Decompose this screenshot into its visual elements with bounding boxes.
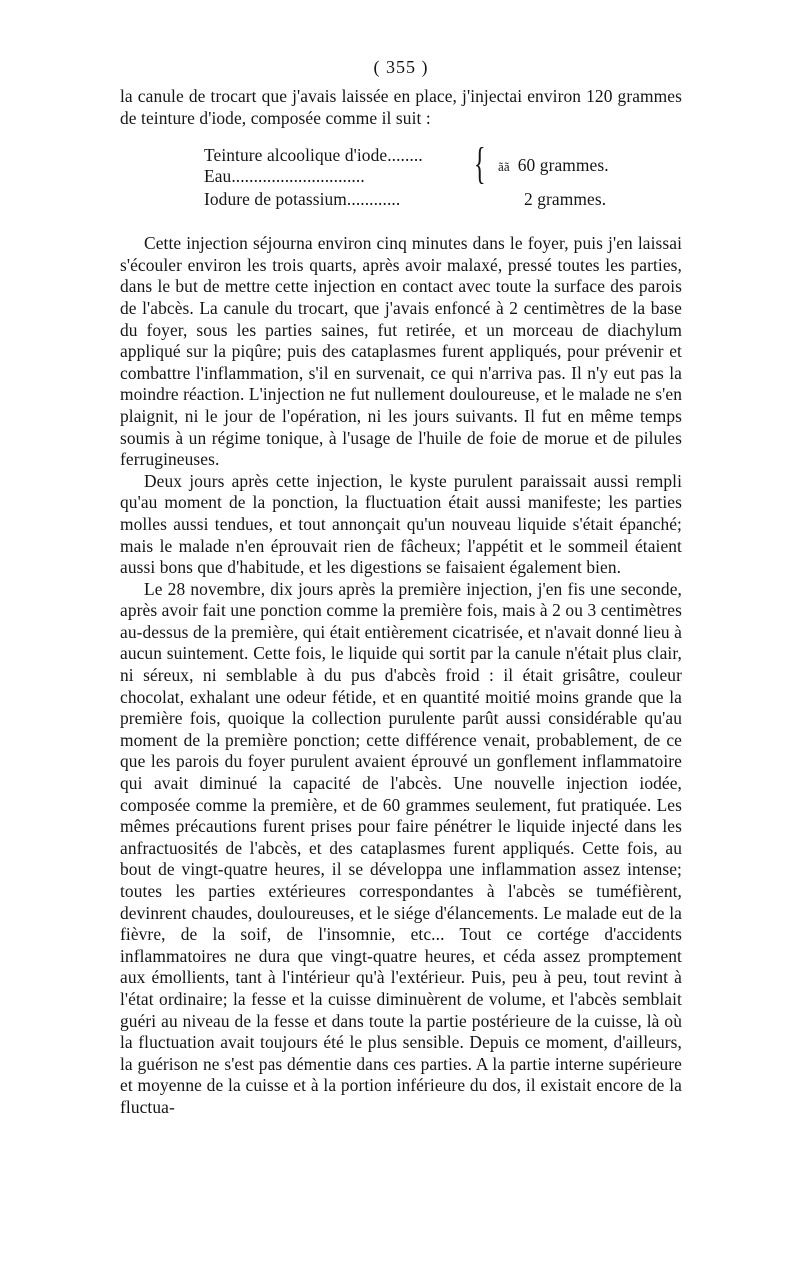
recipe-formula (120, 139, 682, 215)
book-page (120, 56, 682, 1119)
recipe-line-iodide: Iodure de potassium............ (204, 189, 401, 210)
recipe-dose-equal-parts (498, 155, 609, 178)
recipe-line-tincture: Teinture alcoolique d'iode........ (204, 145, 423, 166)
paragraph: Cette injection séjourna environ cinq minutes dans le foyer, puis j'en laissai s'écouler environ les trois quarts, après avoir malaxé, pressé toutes les parties, dans le but de mettre cette injection en contact avec toute la surface des parois de l'abcès. La canule du trocart, que j'avais enfoncé à 2 centimètres de la base du foyer, sous les parties saines, fut retirée, et un morceau de diachylum appliqué sur la piqûre; puis des cataplasmes furent appliqués, pour prévenir et combattre l'inflammation, s'il en survenait, ce qui n'arriva pas. Il n'y eut pas la moindre réaction. L'injection ne fut nullement douloureuse, et le malade ne s'en plaignit, ni le jour de l'opération, ni les jours suivants. Il fut en même temps soumis à un régime tonique, à l'usage de l'huile de foie de morue et de pilules ferrugineuses. (120, 233, 682, 470)
recipe-line-water: Eau.............................. (204, 166, 365, 187)
paragraph: Le 28 novembre, dix jours après la première injection, j'en fis une seconde, après avoir fait une ponction comme la première fois, mais à 2 ou 3 centimètres au-dessus de la première, qui était entièrement cicatrisée, et n'avait donné lieu à aucun suintement. Cette fois, le liquide qui sortit par la canule n'était plus clair, ni séreux, ni semblable à du pus d'abcès froid : il était grisâtre, couleur chocolat, exhalant une odeur fétide, et en quantité moitié moins grande que la première fois, quoique la collection purulente parût aussi considérable qu'au moment de la première ponction; cette différence venait, probablement, de ce que les parois du foyer purulent avaient éprouvé un gonflement inflammatoire qui avait diminué la capacité de l'abcès. Une nouvelle injection iodée, composée comme la première, et de 60 grammes seulement, fut pratiquée. Les mêmes précautions furent prises pour faire pénétrer le liquide injecté dans les anfractuosités de l'abcès, et des cataplasmes furent appliqués. Cette fois, au bout de vingt-quatre heures, il se développa une inflammation assez intense; toutes les parties extérieures correspondantes à l'abcès se tuméfièrent, devinrent chaudes, douloureuses, et le siége d'élancements. Le malade eut de la fièvre, de la soif, de l'insomnie, etc... Tout ce cortége d'accidents inflammatoires ne dura que vingt-quatre heures, et céda assez promptement aux émollients, tant à l'intérieur qu'à l'extérieur. Puis, peu à peu, tout revint à l'état ordinaire; la fesse et la cuisse diminuèrent de volume, et l'abcès semblait guéri au niveau de la fesse et dans toute la partie postérieure de la cuisse, là où la fluctuation avait toujours été le plus sensible. Depuis ce moment, d'ailleurs, la guérison ne s'est pas démentie dans ces parties. A la partie interne supérieure et moyenne de la cuisse et à la portion inférieure du dos, il existait encore de la fluctua- (120, 578, 682, 1117)
intro-paragraph: la canule de trocart que j'avais laissée en place, j'injectai environ 120 grammes de teinture d'iode, composée comme il suit : (120, 86, 682, 128)
recipe-dose-aa: ãã (498, 159, 510, 175)
recipe-dose-iodide: 2 grammes. (524, 189, 607, 210)
recipe-dose-amount: 60 grammes. (517, 155, 609, 176)
page-number: ( 355 ) (373, 57, 429, 77)
recipe-brace: { (474, 139, 486, 189)
paragraph: Deux jours après cette injection, le kyste purulent paraissait aussi rempli qu'au moment de la ponction, la fluctuation était aussi manifeste; les parties molles aussi tendues, et tout annonçait qu'un nouveau liquide s'était épanché; mais le malade n'en éprouvait rien de fâcheux; l'appétit et le sommeil étaient aussi bons que d'habitude, et les digestions se faisaient également bien. (120, 470, 682, 578)
